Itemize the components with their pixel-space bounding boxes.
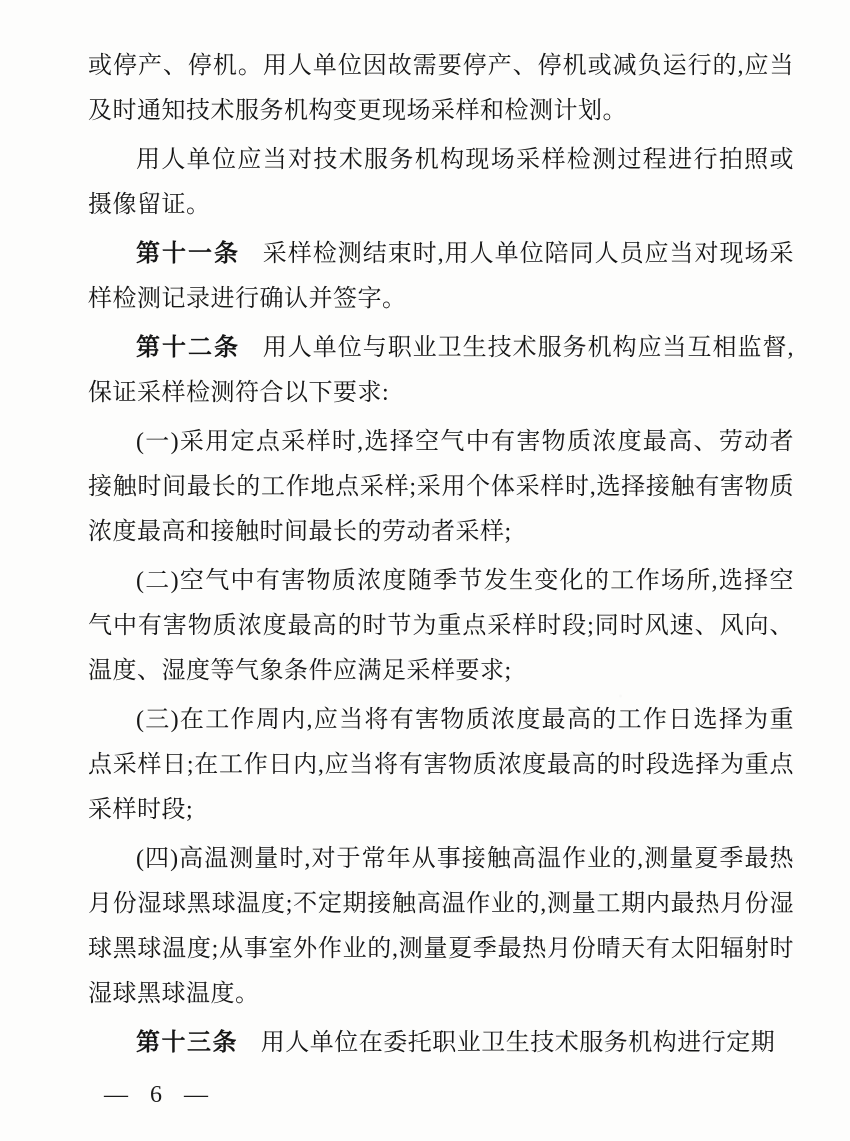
paragraph-text: 用人单位在委托职业卫生技术服务机构进行定期 xyxy=(260,1030,776,1056)
page-footer xyxy=(104,1082,210,1109)
page-number: — 6 — xyxy=(104,1082,210,1108)
paragraph-item-4: (四)高温测量时,对于常年从事接触高温作业的,测量夏季最热月份湿球黑球温度;不定期接触高温作业的,测量工期内最热月份湿球黑球温度;从事室外作业的,测量夏季最热月份晴天有太阳辐射时湿球黑球温度。 xyxy=(88,846,794,1007)
paragraph-article-12 xyxy=(88,326,794,416)
document-body xyxy=(88,44,794,1070)
paragraph-text: 采样检测结束时,用人单位陪同人员应当对现场采样检测记录进行确认并签字。 xyxy=(88,241,794,312)
article-number-11: 第十一条 xyxy=(136,241,240,267)
paragraph: 用人单位应当对技术服务机构现场采样检测过程进行拍照或摄像留证。 xyxy=(88,147,794,218)
paragraph-article-13 xyxy=(88,1021,794,1066)
paragraph-text: 用人单位与职业卫生技术服务机构应当互相监督,保证采样检测符合以下要求: xyxy=(88,335,794,406)
article-number-12: 第十二条 xyxy=(136,335,240,361)
article-number-13: 第十三条 xyxy=(136,1030,238,1056)
paragraph-item-1: (一)采用定点采样时,选择空气中有害物质浓度最高、劳动者接触时间最长的工作地点采样;采用个体采样时,选择接触有害物质浓度最高和接触时间最长的劳动者采样; xyxy=(88,429,794,545)
paragraph-item-2: (二)空气中有害物质浓度随季节发生变化的工作场所,选择空气中有害物质浓度最高的时节为重点采样时段;同时风速、风向、温度、湿度等气象条件应满足采样要求; xyxy=(88,568,794,684)
paragraph-article-11 xyxy=(88,232,794,322)
paragraph: 或停产、停机。用人单位因故需要停产、停机或减负运行的,应当及时通知技术服务机构变更现场采样和检测计划。 xyxy=(88,53,794,124)
paragraph-item-3: (三)在工作周内,应当将有害物质浓度最高的工作日选择为重点采样日;在工作日内,应当将有害物质浓度最高的时段选择为重点采样时段; xyxy=(88,707,794,823)
